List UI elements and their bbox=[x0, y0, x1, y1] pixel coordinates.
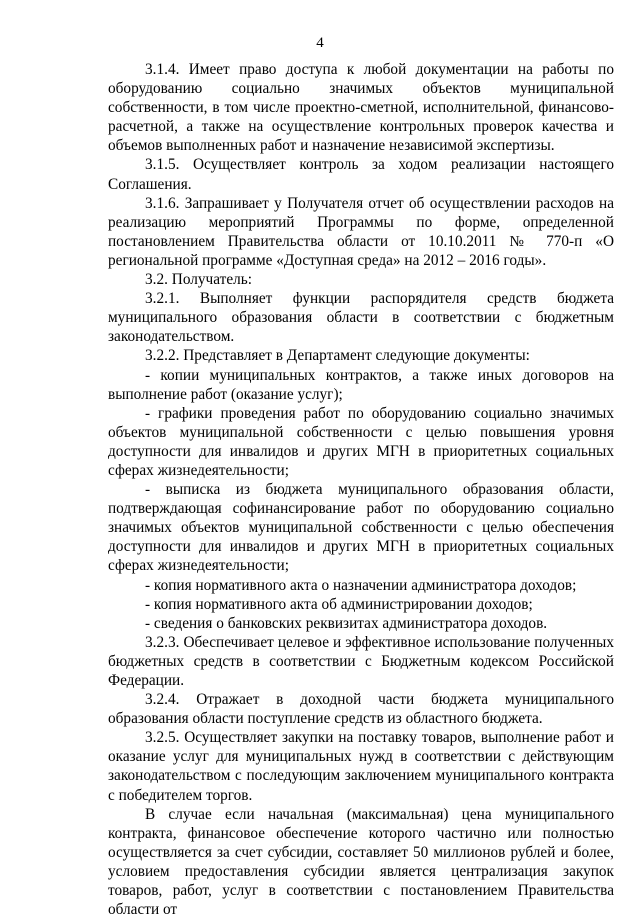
paragraph-3-2-1: 3.2.1. Выполняет функции распорядителя средств бюджета муниципального образования области в соответствии с бюджетным законодательством. bbox=[108, 290, 614, 346]
list-item-admin-appointment: - копия нормативного акта о назначении администратора доходов; bbox=[145, 576, 577, 594]
paragraph-3-2-3: 3.2.3. Обеспечивает целевое и эффективное использование полученных бюджетных средств в соответствии с Бюджетным кодексом Российской Федерации. bbox=[108, 633, 614, 689]
page-number: 4 bbox=[316, 35, 324, 51]
paragraph-3-2-2: 3.2.2. Представляет в Департамент следующие документы: bbox=[145, 347, 530, 365]
paragraph-3-1-4: 3.1.4. Имеет право доступа к любой документации на работы по оборудованию социально значимых объектов муниципальной собственности, в том числе проектно-сметной, исполнительной, финансово-расчетной, а также на осуществление контрольных проверок качества и объемов выполненных работ и назначение независимой экспертизы. bbox=[108, 61, 614, 155]
list-item-budget-extract: - выписка из бюджета муниципального образования области, подтверждающая софинансирование работ по оборудованию социально значимых объектов муниципальной собственности с целью обеспечения доступности для инвалидов и других МГН в приоритетных социальных сферах жизнедеятельности; bbox=[108, 481, 614, 575]
paragraph-3-1-6: 3.1.6. Запрашивает у Получателя отчет об осуществлении расходов на реализацию мероприятий Программы по форме, определенной постановлением Правительства области от 10.10.2011 № 770-п «О региональной программе «Доступная среда» на 2012 – 2016 годы». bbox=[108, 194, 614, 269]
paragraph-3-1-5: 3.1.5. Осуществляет контроль за ходом реализации настоящего Соглашения. bbox=[108, 156, 614, 193]
document-body bbox=[108, 60, 614, 919]
paragraph-centralization: В случае если начальная (максимальная) цена муниципального контракта, финансовое обеспечение которого частично или полностью осуществляется за счет субсидии, составляет 50 миллионов рублей и более, условием предоставления субсидии является централизация закупок товаров, работ, услуг в соответствии с постановлением Правительства области от bbox=[108, 805, 614, 919]
list-item-admin-act: - копия нормативного акта об администрировании доходов; bbox=[145, 595, 533, 613]
paragraph-3-2: 3.2. Получатель: bbox=[145, 271, 252, 289]
paragraph-3-2-4: 3.2.4. Отражает в доходной части бюджета муниципального образования области поступление средств из областного бюджета. bbox=[108, 691, 614, 728]
list-item-schedules: - графики проведения работ по оборудованию социально значимых объектов муниципальной собственности с целью повышения уровня доступности для инвалидов и других МГН в приоритетных социальных сферах жизнедеятельности; bbox=[108, 404, 614, 479]
list-item-bank-details: - сведения о банковских реквизитах администратора доходов. bbox=[145, 614, 548, 632]
list-item-contracts: - копии муниципальных контрактов, а также иных договоров на выполнение работ (оказание услуг); bbox=[108, 366, 614, 403]
paragraph-3-2-5: 3.2.5. Осуществляет закупки на поставку товаров, выполнение работ и оказание услуг для муниципальных нужд в соответствии с действующим законодательством с последующим заключением муниципального контракта с победителем торгов. bbox=[108, 729, 614, 804]
